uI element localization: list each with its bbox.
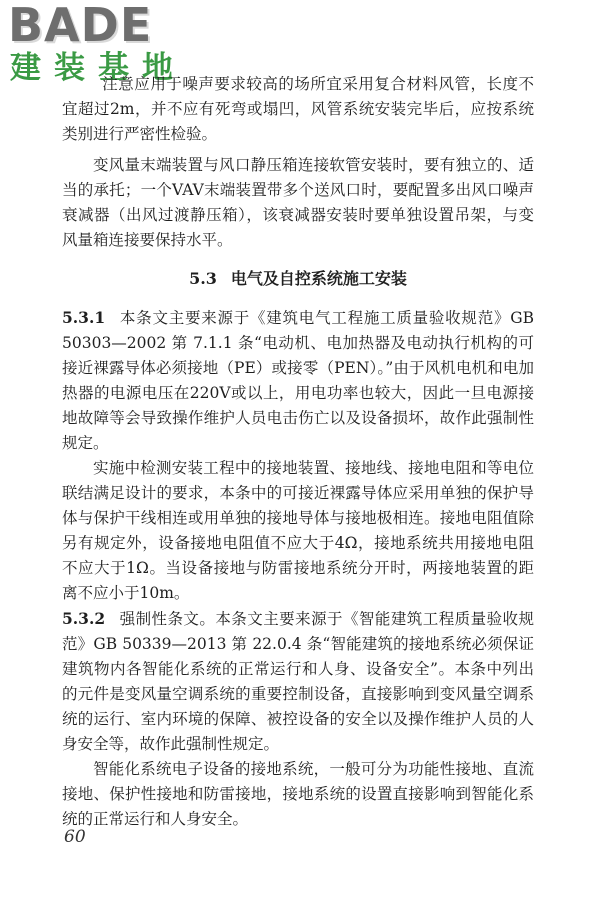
clause-5-3-2-text: 强制性条文。本条文主要来源于《智能建筑工程质量验收规范》GB 50339—2013 第 22.0.4 条“智能建筑的接地系统必须保证建筑物内各智能化系统的正常运行和人身、设备安全”。本条中列出的元件是变风量空调系统的重要控制设备，直接影响到变风量空调系统的运行、室内环境的保障、被控设备的安全以及操作维护人员的人身安全等，故作此强制性规定。 [62, 610, 534, 753]
paragraph-1: 注意应用于噪声要求较高的场所宜采用复合材料风管，长度不宜超过2m，并不应有死弯或塌凹，风管系统安装完毕后，应按系统类别进行严密性检验。 [62, 75, 534, 143]
clause-5-3-1 [62, 305, 534, 456]
logo-sub-text: 建装基地 [10, 50, 186, 86]
section-number: 5.3 [189, 269, 217, 288]
paragraph-6: 智能化系统电子设备的接地系统，一般可分为功能性接地、直流接地、保护性接地和防雷接地，接地系统的设置直接影响到智能化系统的正常运行和人身安全。 [62, 760, 534, 828]
paragraph-2: 变风量末端装置与风口静压箱连接软管安装时，要有独立的、适当的承托；一个VAV末端装置带多个送风口时，要配置多出风口噪声衰减器（出风过渡静压箱），该衰减器安装时要单独设置吊架，与变风量箱连接要保持水平。 [62, 156, 534, 249]
clause-5-3-2 [62, 606, 534, 757]
page-number: 60 [64, 827, 86, 847]
logo-main-text: BADE [8, 0, 153, 52]
clause-5-3-1-text: 本条文主要来源于《建筑电气工程施工质量验收规范》GB 50303—2002 第 7.1.1 条“电动机、电加热器及电动执行机构的可接近裸露导体必须接地（PE）或接零（PEN）。”由于风机电机和电加热器的电源电压在220V或以上，用电功率也较大，因此一旦电源接地故障等会导致操作维护人员电击伤亡以及设备损坏，故作此强制性规定。 [62, 309, 534, 452]
section-title-text: 电气及自控系统施工安装 [230, 269, 407, 288]
clause-number-5-3-1: 5.3.1 [62, 308, 106, 327]
section-heading [62, 267, 534, 291]
paragraph-4: 实施中检测安装工程中的接地装置、接地线、接地电阻和等电位联结满足设计的要求，本条中的可接近裸露导体应采用单独的保护导体与保护干线相连或用单独的接地导体与接地极相连。接地电阻值除另有规定外，设备接地电阻值不应大于4Ω，接地系统共用接地电阻不应大于1Ω。当设备接地与防雷接地系统分开时，两接地装置的距离不应小于10m。 [62, 459, 534, 602]
clause-number-5-3-2: 5.3.2 [62, 609, 106, 628]
page-body [62, 72, 534, 832]
